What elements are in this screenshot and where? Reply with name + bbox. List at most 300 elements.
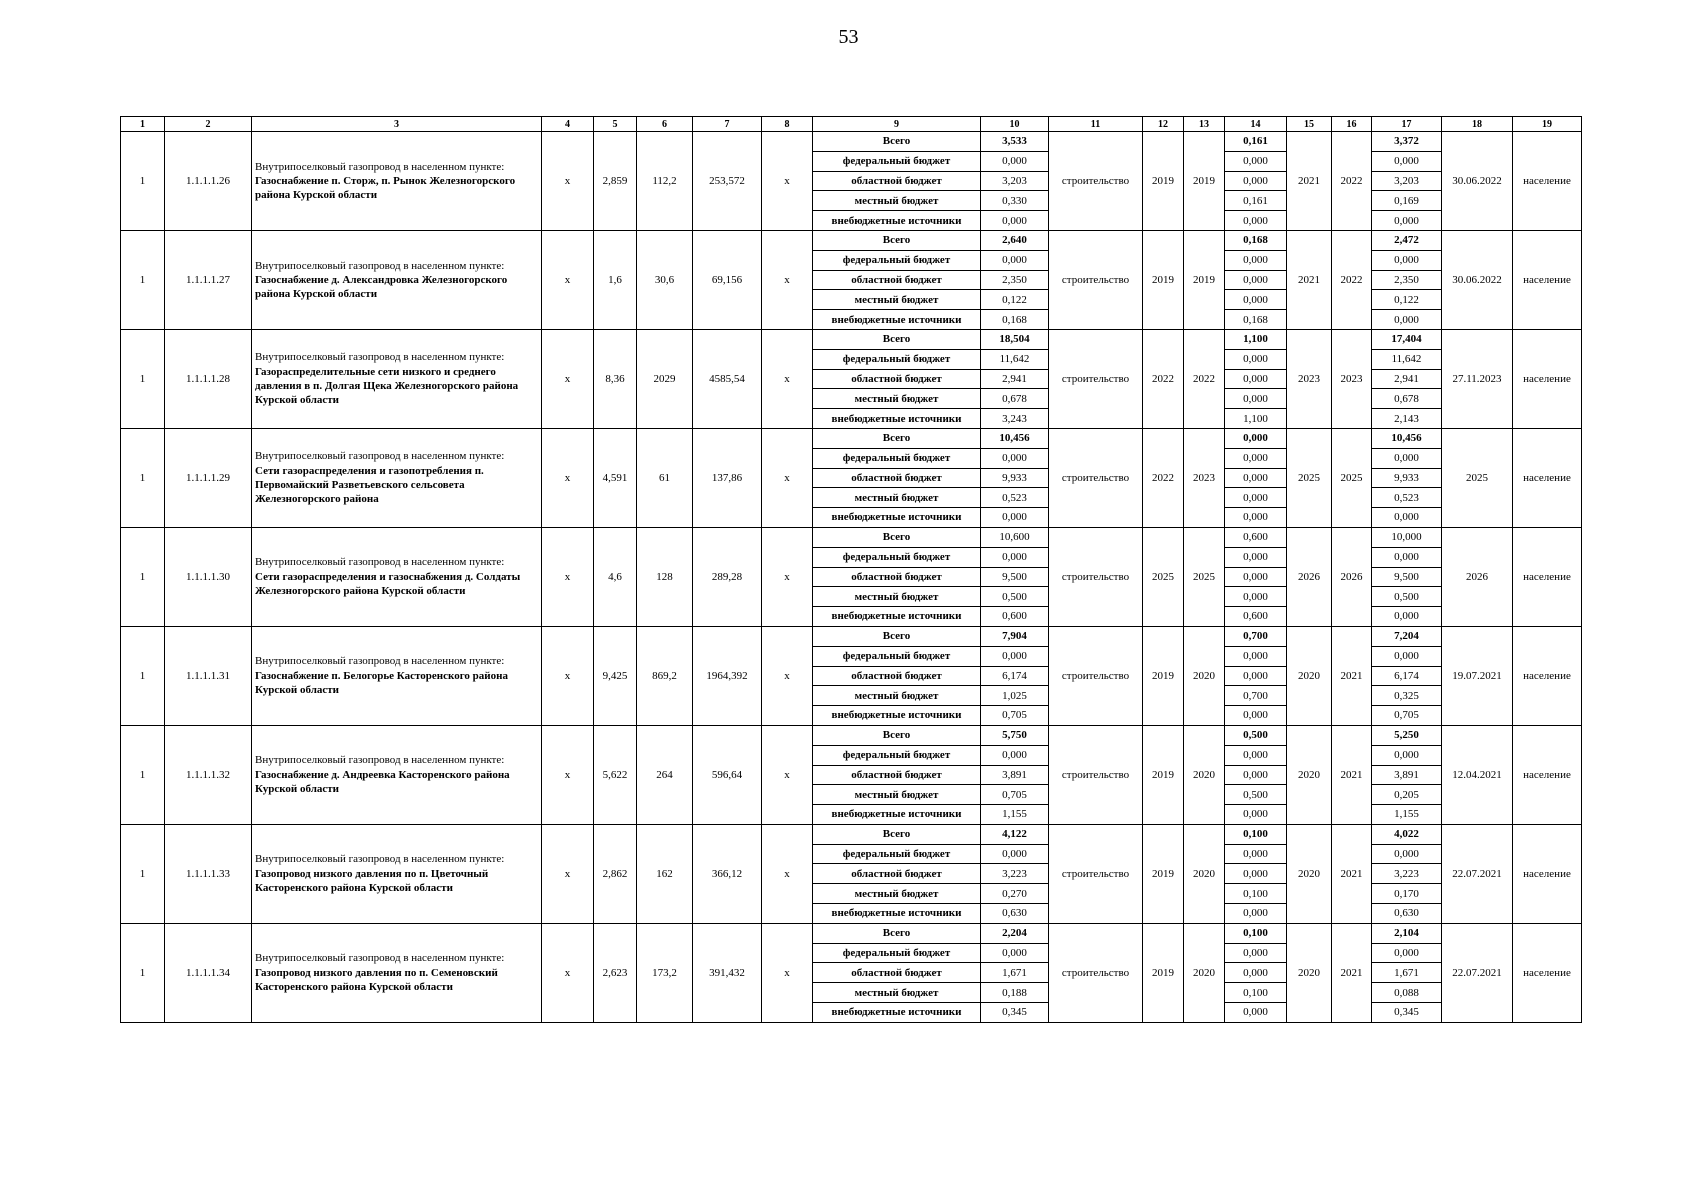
funding-source: областной бюджет	[813, 369, 981, 389]
funding-source: внебюджетные источники	[813, 409, 981, 429]
amount-col-14: 0,500	[1225, 725, 1287, 745]
col-8-value: x	[762, 725, 813, 824]
amount-col-17: 17,404	[1372, 329, 1442, 349]
funding-source: областной бюджет	[813, 468, 981, 488]
amount-col-17: 7,204	[1372, 626, 1442, 646]
col-6-value: 128	[637, 527, 693, 626]
col-7-value: 4585,54	[693, 329, 762, 428]
amount-col-17: 2,350	[1372, 270, 1442, 290]
col-15-year: 2020	[1287, 923, 1332, 1022]
col-7-value: 289,28	[693, 527, 762, 626]
work-type: строительство	[1049, 230, 1143, 329]
col-8-value: x	[762, 428, 813, 527]
amount-col-14: 0,000	[1225, 805, 1287, 825]
amount-col-17: 1,155	[1372, 805, 1442, 825]
amount-col-14: 0,000	[1225, 567, 1287, 587]
amount-col-10: 0,500	[981, 587, 1049, 607]
col-4-value: x	[542, 428, 594, 527]
amount-col-10: 1,155	[981, 805, 1049, 825]
object-description	[252, 230, 542, 329]
col-num: 5	[594, 117, 637, 132]
amount-col-10: 6,174	[981, 666, 1049, 686]
amount-col-14: 0,000	[1225, 290, 1287, 310]
col-13-year: 2020	[1184, 923, 1225, 1022]
description-prefix: Внутрипоселковый газопровод в населенном пункте:	[255, 853, 505, 866]
amount-col-17: 0,345	[1372, 1003, 1442, 1023]
amount-col-10: 10,456	[981, 428, 1049, 448]
table-row	[121, 923, 1582, 943]
description-main: Газопровод низкого давления по п. Цветочный Касторенского района Курской области	[255, 867, 489, 895]
completion-date: 2026	[1442, 527, 1513, 626]
amount-col-10: 0,000	[981, 151, 1049, 171]
col-5-value: 9,425	[594, 626, 637, 725]
col-12-year: 2019	[1143, 824, 1184, 923]
amount-col-14: 0,000	[1225, 646, 1287, 666]
object-code: 1.1.1.1.27	[165, 230, 252, 329]
col-12-year: 2019	[1143, 626, 1184, 725]
col-15-year: 2020	[1287, 725, 1332, 824]
amount-col-14: 0,000	[1225, 1003, 1287, 1023]
amount-col-10: 18,504	[981, 329, 1049, 349]
col-4-value: x	[542, 527, 594, 626]
amount-col-14: 0,600	[1225, 527, 1287, 547]
col-8-value: x	[762, 923, 813, 1022]
amount-col-10: 0,630	[981, 904, 1049, 924]
object-code: 1.1.1.1.33	[165, 824, 252, 923]
completion-date: 19.07.2021	[1442, 626, 1513, 725]
col-5-value: 1,6	[594, 230, 637, 329]
col-4-value: x	[542, 132, 594, 231]
description-main: Газоснабжение п. Сторж, п. Рынок Железногорского района Курской области	[255, 174, 516, 202]
amount-col-17: 0,000	[1372, 448, 1442, 468]
col-7-value: 596,64	[693, 725, 762, 824]
object-code: 1.1.1.1.29	[165, 428, 252, 527]
amount-col-10: 0,000	[981, 448, 1049, 468]
funding-source: областной бюджет	[813, 171, 981, 191]
program-table	[120, 116, 1582, 1023]
funding-source: внебюджетные источники	[813, 508, 981, 528]
description-main: Газоснабжение д. Андреевка Касторенского района Курской области	[255, 768, 510, 796]
funding-source: Всего	[813, 923, 981, 943]
col-12-year: 2019	[1143, 725, 1184, 824]
object-description	[252, 725, 542, 824]
col-num: 14	[1225, 117, 1287, 132]
object-code: 1.1.1.1.30	[165, 527, 252, 626]
amount-col-10: 10,600	[981, 527, 1049, 547]
description-prefix: Внутрипоселковый газопровод в населенном пункте:	[255, 952, 505, 965]
col-15-year: 2023	[1287, 329, 1332, 428]
description-prefix: Внутрипоселковый газопровод в населенном пункте:	[255, 160, 505, 173]
col-8-value: x	[762, 329, 813, 428]
beneficiary: население	[1513, 527, 1582, 626]
amount-col-14: 0,000	[1225, 706, 1287, 726]
amount-col-10: 2,941	[981, 369, 1049, 389]
funding-source: внебюджетные источники	[813, 1003, 981, 1023]
col-4-value: x	[542, 923, 594, 1022]
amount-col-17: 2,143	[1372, 409, 1442, 429]
amount-col-14: 0,161	[1225, 132, 1287, 152]
col-16-year: 2021	[1332, 923, 1372, 1022]
work-type: строительство	[1049, 923, 1143, 1022]
object-code: 1.1.1.1.32	[165, 725, 252, 824]
amount-col-17: 0,000	[1372, 151, 1442, 171]
description-main: Сети газораспределения и газопотребления п. Первомайский Разветьевского сельсовета Железногорского района	[255, 464, 484, 506]
funding-source: Всего	[813, 132, 981, 152]
funding-source: Всего	[813, 329, 981, 349]
col-13-year: 2020	[1184, 626, 1225, 725]
amount-col-10: 0,705	[981, 706, 1049, 726]
amount-col-10: 9,933	[981, 468, 1049, 488]
funding-source: областной бюджет	[813, 567, 981, 587]
amount-col-17: 0,169	[1372, 191, 1442, 211]
section-number: 1	[121, 329, 165, 428]
amount-col-17: 0,000	[1372, 508, 1442, 528]
funding-source: федеральный бюджет	[813, 349, 981, 369]
amount-col-17: 0,000	[1372, 250, 1442, 270]
amount-col-10: 4,122	[981, 824, 1049, 844]
col-16-year: 2026	[1332, 527, 1372, 626]
section-number: 1	[121, 132, 165, 231]
amount-col-10: 11,642	[981, 349, 1049, 369]
amount-col-14: 0,000	[1225, 488, 1287, 508]
completion-date: 30.06.2022	[1442, 230, 1513, 329]
funding-source: местный бюджет	[813, 983, 981, 1003]
amount-col-17: 0,325	[1372, 686, 1442, 706]
col-num: 3	[252, 117, 542, 132]
beneficiary: население	[1513, 725, 1582, 824]
amount-col-10: 0,000	[981, 547, 1049, 567]
col-6-value: 162	[637, 824, 693, 923]
amount-col-17: 0,000	[1372, 607, 1442, 627]
funding-source: областной бюджет	[813, 963, 981, 983]
table-row	[121, 132, 1582, 152]
completion-date: 22.07.2021	[1442, 923, 1513, 1022]
col-15-year: 2026	[1287, 527, 1332, 626]
amount-col-10: 0,168	[981, 310, 1049, 330]
col-12-year: 2022	[1143, 428, 1184, 527]
funding-source: внебюджетные источники	[813, 805, 981, 825]
col-13-year: 2022	[1184, 329, 1225, 428]
amount-col-14: 0,000	[1225, 250, 1287, 270]
col-8-value: x	[762, 132, 813, 231]
col-12-year: 2022	[1143, 329, 1184, 428]
amount-col-17: 10,000	[1372, 527, 1442, 547]
amount-col-17: 5,250	[1372, 725, 1442, 745]
section-number: 1	[121, 527, 165, 626]
funding-source: Всего	[813, 626, 981, 646]
description-main: Газоснабжение п. Белогорье Касторенского района Курской области	[255, 669, 508, 697]
col-15-year: 2021	[1287, 230, 1332, 329]
object-code: 1.1.1.1.34	[165, 923, 252, 1022]
amount-col-14: 0,700	[1225, 626, 1287, 646]
col-15-year: 2020	[1287, 824, 1332, 923]
col-16-year: 2021	[1332, 824, 1372, 923]
funding-source: внебюджетные источники	[813, 211, 981, 231]
col-num: 19	[1513, 117, 1582, 132]
col-num: 6	[637, 117, 693, 132]
amount-col-14: 0,000	[1225, 211, 1287, 231]
amount-col-17: 0,000	[1372, 745, 1442, 765]
description-main: Газораспределительные сети низкого и среднего давления в п. Долгая Щека Железногорского района Курской области	[255, 365, 519, 407]
amount-col-10: 1,671	[981, 963, 1049, 983]
amount-col-14: 0,000	[1225, 745, 1287, 765]
funding-source: внебюджетные источники	[813, 904, 981, 924]
work-type: строительство	[1049, 428, 1143, 527]
amount-col-17: 0,000	[1372, 547, 1442, 567]
amount-col-14: 0,000	[1225, 468, 1287, 488]
funding-source: Всего	[813, 527, 981, 547]
col-4-value: x	[542, 230, 594, 329]
table-row	[121, 626, 1582, 646]
amount-col-10: 3,223	[981, 864, 1049, 884]
amount-col-17: 0,000	[1372, 310, 1442, 330]
completion-date: 27.11.2023	[1442, 329, 1513, 428]
amount-col-17: 0,088	[1372, 983, 1442, 1003]
col-12-year: 2025	[1143, 527, 1184, 626]
amount-col-10: 2,640	[981, 230, 1049, 250]
table-row	[121, 725, 1582, 745]
section-number: 1	[121, 626, 165, 725]
section-number: 1	[121, 824, 165, 923]
amount-col-17: 0,500	[1372, 587, 1442, 607]
amount-col-10: 0,678	[981, 389, 1049, 409]
beneficiary: население	[1513, 329, 1582, 428]
col-13-year: 2020	[1184, 725, 1225, 824]
col-num: 11	[1049, 117, 1143, 132]
amount-col-14: 1,100	[1225, 409, 1287, 429]
funding-source: местный бюджет	[813, 488, 981, 508]
object-code: 1.1.1.1.26	[165, 132, 252, 231]
col-16-year: 2022	[1332, 132, 1372, 231]
col-num: 17	[1372, 117, 1442, 132]
amount-col-14: 0,100	[1225, 983, 1287, 1003]
column-number-row	[121, 117, 1582, 132]
amount-col-14: 0,000	[1225, 369, 1287, 389]
amount-col-17: 3,203	[1372, 171, 1442, 191]
amount-col-14: 0,100	[1225, 923, 1287, 943]
amount-col-14: 0,000	[1225, 864, 1287, 884]
work-type: строительство	[1049, 725, 1143, 824]
col-16-year: 2023	[1332, 329, 1372, 428]
col-4-value: x	[542, 725, 594, 824]
col-16-year: 2022	[1332, 230, 1372, 329]
col-7-value: 366,12	[693, 824, 762, 923]
funding-source: Всего	[813, 824, 981, 844]
amount-col-17: 0,000	[1372, 943, 1442, 963]
amount-col-14: 0,000	[1225, 943, 1287, 963]
work-type: строительство	[1049, 329, 1143, 428]
amount-col-10: 0,523	[981, 488, 1049, 508]
amount-col-14: 0,000	[1225, 904, 1287, 924]
funding-source: внебюджетные источники	[813, 607, 981, 627]
funding-source: федеральный бюджет	[813, 844, 981, 864]
funding-source: областной бюджет	[813, 666, 981, 686]
amount-col-14: 0,168	[1225, 230, 1287, 250]
col-num: 1	[121, 117, 165, 132]
amount-col-17: 2,104	[1372, 923, 1442, 943]
funding-source: областной бюджет	[813, 765, 981, 785]
col-8-value: x	[762, 824, 813, 923]
section-number: 1	[121, 428, 165, 527]
amount-col-10: 0,000	[981, 943, 1049, 963]
amount-col-14: 0,000	[1225, 765, 1287, 785]
amount-col-17: 0,523	[1372, 488, 1442, 508]
funding-source: внебюджетные источники	[813, 310, 981, 330]
amount-col-14: 0,000	[1225, 547, 1287, 567]
completion-date: 30.06.2022	[1442, 132, 1513, 231]
amount-col-14: 0,000	[1225, 151, 1287, 171]
amount-col-17: 3,223	[1372, 864, 1442, 884]
amount-col-10: 1,025	[981, 686, 1049, 706]
col-15-year: 2020	[1287, 626, 1332, 725]
col-5-value: 4,591	[594, 428, 637, 527]
amount-col-17: 0,705	[1372, 706, 1442, 726]
col-6-value: 112,2	[637, 132, 693, 231]
amount-col-17: 0,000	[1372, 211, 1442, 231]
amount-col-14: 0,600	[1225, 607, 1287, 627]
amount-col-14: 0,000	[1225, 666, 1287, 686]
object-code: 1.1.1.1.28	[165, 329, 252, 428]
amount-col-17: 10,456	[1372, 428, 1442, 448]
amount-col-14: 0,500	[1225, 785, 1287, 805]
funding-source: местный бюджет	[813, 290, 981, 310]
object-description	[252, 527, 542, 626]
amount-col-10: 0,188	[981, 983, 1049, 1003]
amount-col-14: 0,000	[1225, 389, 1287, 409]
amount-col-10: 0,600	[981, 607, 1049, 627]
section-number: 1	[121, 230, 165, 329]
col-num: 16	[1332, 117, 1372, 132]
amount-col-10: 5,750	[981, 725, 1049, 745]
col-6-value: 869,2	[637, 626, 693, 725]
col-5-value: 2,623	[594, 923, 637, 1022]
col-6-value: 2029	[637, 329, 693, 428]
amount-col-14: 0,000	[1225, 171, 1287, 191]
col-16-year: 2021	[1332, 725, 1372, 824]
col-num: 13	[1184, 117, 1225, 132]
table-row	[121, 329, 1582, 349]
work-type: строительство	[1049, 824, 1143, 923]
col-13-year: 2025	[1184, 527, 1225, 626]
amount-col-17: 0,678	[1372, 389, 1442, 409]
table-row	[121, 428, 1582, 448]
col-12-year: 2019	[1143, 923, 1184, 1022]
amount-col-10: 2,350	[981, 270, 1049, 290]
col-5-value: 2,862	[594, 824, 637, 923]
amount-col-17: 11,642	[1372, 349, 1442, 369]
col-7-value: 253,572	[693, 132, 762, 231]
col-6-value: 30,6	[637, 230, 693, 329]
object-description	[252, 626, 542, 725]
amount-col-10: 0,345	[981, 1003, 1049, 1023]
col-num: 8	[762, 117, 813, 132]
amount-col-17: 2,472	[1372, 230, 1442, 250]
amount-col-17: 0,170	[1372, 884, 1442, 904]
page-number: 53	[838, 26, 859, 48]
amount-col-10: 0,330	[981, 191, 1049, 211]
funding-source: местный бюджет	[813, 884, 981, 904]
funding-source: внебюджетные источники	[813, 706, 981, 726]
amount-col-17: 0,000	[1372, 844, 1442, 864]
amount-col-10: 7,904	[981, 626, 1049, 646]
col-8-value: x	[762, 527, 813, 626]
description-prefix: Внутрипоселковый газопровод в населенном пункте:	[255, 655, 505, 668]
amount-col-17: 0,205	[1372, 785, 1442, 805]
amount-col-14: 0,000	[1225, 448, 1287, 468]
beneficiary: население	[1513, 626, 1582, 725]
col-7-value: 69,156	[693, 230, 762, 329]
section-number: 1	[121, 725, 165, 824]
beneficiary: население	[1513, 923, 1582, 1022]
col-12-year: 2019	[1143, 132, 1184, 231]
funding-source: федеральный бюджет	[813, 943, 981, 963]
col-5-value: 5,622	[594, 725, 637, 824]
amount-col-14: 0,000	[1225, 587, 1287, 607]
work-type: строительство	[1049, 527, 1143, 626]
funding-source: федеральный бюджет	[813, 448, 981, 468]
amount-col-10: 9,500	[981, 567, 1049, 587]
col-4-value: x	[542, 824, 594, 923]
funding-source: местный бюджет	[813, 587, 981, 607]
amount-col-17: 3,372	[1372, 132, 1442, 152]
amount-col-14: 0,161	[1225, 191, 1287, 211]
description-prefix: Внутрипоселковый газопровод в населенном пункте:	[255, 259, 505, 272]
funding-source: местный бюджет	[813, 686, 981, 706]
amount-col-14: 1,100	[1225, 329, 1287, 349]
col-4-value: x	[542, 329, 594, 428]
amount-col-17: 9,933	[1372, 468, 1442, 488]
description-main: Газоснабжение д. Александровка Железногорского района Курской области	[255, 273, 508, 301]
amount-col-14: 0,000	[1225, 844, 1287, 864]
completion-date: 12.04.2021	[1442, 725, 1513, 824]
col-num: 2	[165, 117, 252, 132]
col-8-value: x	[762, 626, 813, 725]
amount-col-14: 0,000	[1225, 428, 1287, 448]
amount-col-10: 0,000	[981, 211, 1049, 231]
amount-col-17: 0,000	[1372, 646, 1442, 666]
col-5-value: 8,36	[594, 329, 637, 428]
col-4-value: x	[542, 626, 594, 725]
amount-col-14: 0,000	[1225, 963, 1287, 983]
col-7-value: 1964,392	[693, 626, 762, 725]
col-7-value: 391,432	[693, 923, 762, 1022]
col-5-value: 4,6	[594, 527, 637, 626]
amount-col-17: 9,500	[1372, 567, 1442, 587]
col-6-value: 264	[637, 725, 693, 824]
col-16-year: 2021	[1332, 626, 1372, 725]
col-12-year: 2019	[1143, 230, 1184, 329]
col-16-year: 2025	[1332, 428, 1372, 527]
funding-source: местный бюджет	[813, 191, 981, 211]
object-code: 1.1.1.1.31	[165, 626, 252, 725]
col-6-value: 173,2	[637, 923, 693, 1022]
amount-col-14: 0,100	[1225, 824, 1287, 844]
col-num: 10	[981, 117, 1049, 132]
description-prefix: Внутрипоселковый газопровод в населенном пункте:	[255, 450, 505, 463]
funding-source: федеральный бюджет	[813, 151, 981, 171]
work-type: строительство	[1049, 132, 1143, 231]
funding-source: местный бюджет	[813, 785, 981, 805]
description-main: Газопровод низкого давления по п. Семеновский Касторенского района Курской области	[255, 966, 498, 994]
amount-col-17: 2,941	[1372, 369, 1442, 389]
col-13-year: 2019	[1184, 230, 1225, 329]
funding-source: федеральный бюджет	[813, 547, 981, 567]
amount-col-10: 0,705	[981, 785, 1049, 805]
description-prefix: Внутрипоселковый газопровод в населенном пункте:	[255, 556, 505, 569]
beneficiary: население	[1513, 428, 1582, 527]
amount-col-10: 0,000	[981, 844, 1049, 864]
funding-source: местный бюджет	[813, 389, 981, 409]
